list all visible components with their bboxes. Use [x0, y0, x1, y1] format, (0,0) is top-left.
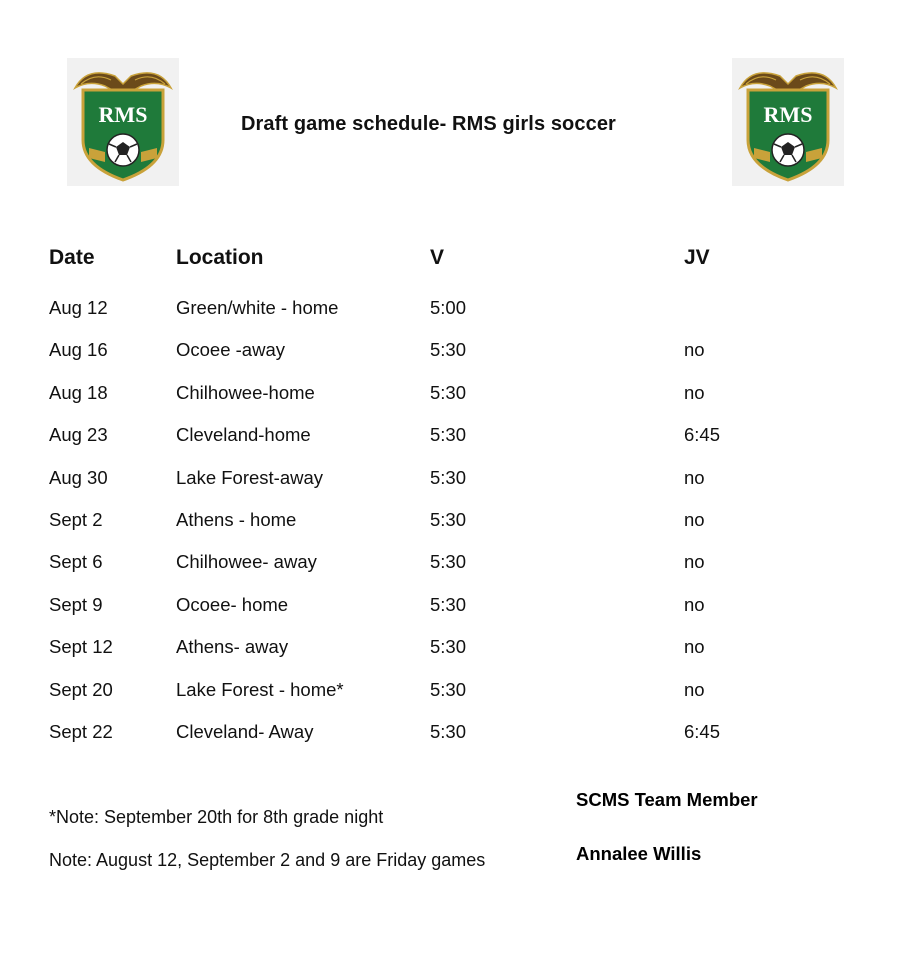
- schedule-header-row: [0, 246, 904, 274]
- cell-jv-time: no: [684, 339, 705, 361]
- cell-date: Aug 12: [49, 297, 108, 318]
- table-row: [0, 424, 904, 466]
- table-row: [0, 339, 904, 381]
- cell-varsity-time: 5:30: [430, 339, 467, 361]
- cell-date: Aug 18: [49, 381, 108, 403]
- cell-jv-time: no: [684, 636, 705, 658]
- cell-date: Aug 16: [49, 339, 108, 361]
- team-member-name: Annalee Willis: [576, 843, 702, 864]
- cell-location: Athens - home: [176, 508, 297, 530]
- table-row: [0, 382, 904, 424]
- svg-text:RMS: RMS: [98, 102, 148, 127]
- cell-location: Athens- away: [176, 636, 289, 658]
- cell-varsity-time: 5:30: [430, 466, 467, 488]
- cell-location: Cleveland-home: [176, 424, 311, 446]
- cell-varsity-time: 5:30: [430, 678, 467, 700]
- cell-varsity-time: 5:30: [430, 593, 467, 615]
- cell-location: Chilhowee- away: [176, 551, 317, 573]
- cell-location: Lake Forest-away: [176, 466, 324, 488]
- cell-location: Chilhowee-home: [176, 381, 315, 403]
- cell-varsity-time: 5:30: [430, 381, 467, 403]
- cell-jv-time: no: [684, 381, 705, 403]
- rms-logo-left: [67, 58, 179, 186]
- cell-location: Ocoee- home: [176, 593, 289, 615]
- cell-jv-time: 6:45: [684, 720, 721, 742]
- header-location: Location: [176, 246, 264, 269]
- cell-date: Aug 30: [49, 466, 108, 488]
- table-row: [0, 297, 904, 339]
- table-row: [0, 636, 904, 678]
- note-friday-games: Note: August 12, September 2 and 9 are Friday games: [49, 850, 486, 870]
- page-title: Draft game schedule- RMS girls soccer: [241, 113, 616, 135]
- cell-varsity-time: 5:30: [430, 551, 467, 573]
- cell-jv-time: no: [684, 508, 705, 530]
- cell-varsity-time: 5:30: [430, 720, 467, 742]
- cell-varsity-time: 5:30: [430, 508, 467, 530]
- rms-crest-icon: [67, 58, 179, 186]
- team-member-title: SCMS Team Member: [576, 789, 758, 810]
- header-varsity: V: [430, 246, 445, 269]
- table-row: [0, 509, 904, 551]
- cell-varsity-time: 5:30: [430, 636, 467, 658]
- table-row: [0, 594, 904, 636]
- cell-jv-time: no: [684, 593, 705, 615]
- cell-date: Sept 22: [49, 720, 113, 742]
- svg-text:RMS: RMS: [763, 102, 813, 127]
- header-junior-varsity: JV: [684, 246, 710, 269]
- cell-date: Sept 9: [49, 593, 103, 615]
- table-row: [0, 467, 904, 509]
- cell-varsity-time: 5:00: [430, 297, 467, 318]
- table-row: [0, 551, 904, 593]
- cell-varsity-time: 5:30: [430, 424, 467, 446]
- cell-location: Ocoee -away: [176, 339, 285, 361]
- table-row: [0, 679, 904, 721]
- cell-jv-time: no: [684, 678, 705, 700]
- cell-date: Sept 12: [49, 636, 113, 658]
- cell-jv-time: no: [684, 551, 705, 573]
- cell-date: Sept 6: [49, 551, 103, 573]
- schedule-table: [0, 297, 904, 763]
- rms-logo-right: [732, 58, 844, 186]
- cell-location: Green/white - home: [176, 297, 339, 318]
- cell-jv-time: 6:45: [684, 424, 721, 446]
- cell-location: Cleveland- Away: [176, 720, 314, 742]
- table-row: [0, 721, 904, 763]
- cell-date: Sept 20: [49, 678, 113, 700]
- cell-location: Lake Forest - home*: [176, 678, 344, 700]
- cell-jv-time: no: [684, 466, 705, 488]
- note-grade-night: *Note: September 20th for 8th grade night: [49, 807, 384, 827]
- header-date: Date: [49, 246, 95, 269]
- cell-date: Aug 23: [49, 424, 108, 446]
- rms-crest-icon: [732, 58, 844, 186]
- cell-date: Sept 2: [49, 508, 103, 530]
